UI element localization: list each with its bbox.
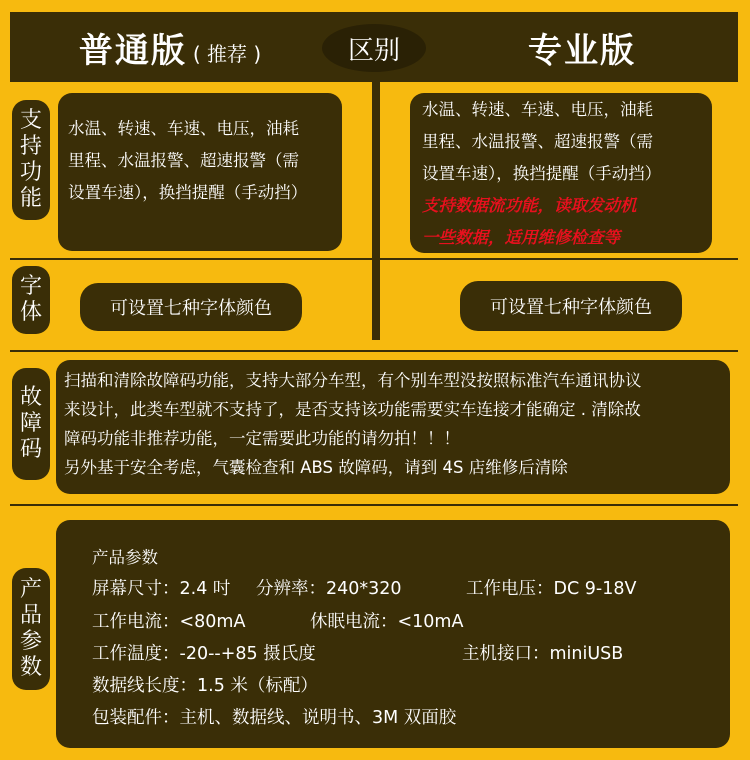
param-sleep-current: 休眠电流：<10mA [310,612,464,632]
param-resolution: 分辨率：240*320 [256,579,402,599]
pro-feature-highlight: 支持数据流功能，读取发动机 [422,196,637,215]
fault-code-line: 扫描和清除故障码功能，支持大部分车型，有个别车型没按照标准汽车通讯协议 [64,371,642,390]
separator-2 [10,350,738,352]
pro-feature-highlight: 一些数据，适用维修检查等 [422,228,620,247]
product-params-tag: 产 品 参 数 [12,568,50,690]
standard-version-title [10,12,330,82]
difference-badge: 区别 [322,24,426,72]
param-cable-length: 数据线长度：1.5 米（标配） [92,676,318,696]
standard-version-label: 普通版 [78,30,187,71]
pro-feature-line: 设置车速），换挡提醒（手动挡） [422,164,662,183]
fault-code-box [56,360,730,494]
pro-feature-line: 里程、水温报警、超速报警（需 [422,132,653,151]
support-function-tag: 支 持 功 能 [12,100,50,220]
standard-feature-line: 里程、水温报警、超速报警（需 [68,151,299,170]
fault-code-line: 来设计，此类车型就不支持了，是否支持该功能需要实车连接才能确定 . 清除故 [64,400,641,419]
param-temperature: 工作温度：-20--+85 摄氏度 [92,644,316,664]
param-current: 工作电流：<80mA [92,612,246,632]
fault-code-line: 障码功能非推荐功能，一定需要此功能的请勿拍！！！ [64,429,460,448]
standard-font-colors: 可设置七种字体颜色 [80,283,302,331]
standard-feature-line: 设置车速），换挡提醒（手动挡） [68,183,308,202]
pro-features-box [410,93,712,253]
pro-font-colors: 可设置七种字体颜色 [460,281,682,331]
separator-3 [10,504,738,506]
standard-feature-line: 水温、转速、车速、电压，油耗 [68,119,299,138]
fault-code-tag: 故 障 码 [12,368,50,480]
product-params-box [56,520,730,748]
separator-1 [10,258,738,260]
pro-feature-line: 水温、转速、车速、电压，油耗 [422,100,653,119]
param-package: 包装配件：主机、数据线、说明书、3M 双面胶 [92,708,457,728]
params-title: 产品参数 [92,548,158,567]
fault-code-line: 另外基于安全考虑，气囊检查和 ABS 故障码，请到 4S 店维修后清除 [64,458,568,477]
standard-features-box [58,93,342,251]
recommended-note: ( 推荐 ) [192,41,262,66]
pro-version-title: 专业版 [528,30,636,71]
column-divider [372,82,380,340]
font-tag: 字 体 [12,266,50,334]
param-port: 主机接口：miniUSB [462,644,624,664]
param-screen-size: 屏幕尺寸：2.4 吋 [92,579,231,599]
param-voltage: 工作电压：DC 9-18V [466,579,637,599]
